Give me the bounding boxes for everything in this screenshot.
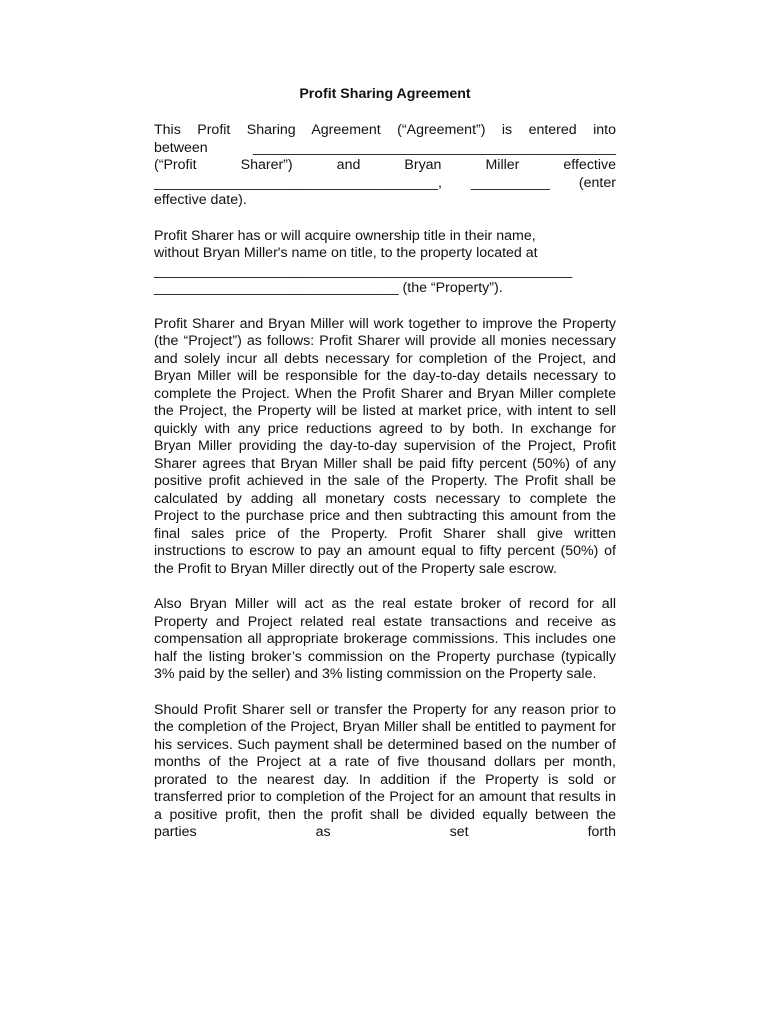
intro-paragraph (154, 122, 616, 210)
intro-line-5: effective date). (154, 192, 247, 208)
intro-line-3: (“Profit Sharer”) and Bryan Miller effective (154, 157, 616, 173)
broker-paragraph (154, 596, 616, 684)
transfer-paragraph (154, 702, 616, 842)
intro-line-4: ____________________________________, __________ (enter (154, 174, 616, 191)
ownership-line-2: without Bryan Miller's name on title, to the property located at (154, 245, 538, 261)
ownership-line-4: _______________________________ (the “Property”). (154, 280, 503, 296)
intro-line-2: between ______________________________________________ (154, 139, 616, 156)
project-paragraph (154, 316, 616, 579)
document-title: Profit Sharing Agreement (299, 86, 471, 102)
project-text: Profit Sharer and Bryan Miller will work together to improve the Property (the “Project”) as follows: Profit Sharer will provide all monies necessary and solely incur all debts necessary for completion of the Project, and Bryan Miller will be responsible for the day-to-day details necessary to complete the Project. When the Profit Sharer and Bryan Miller complete the Project, the Property will be listed at market price, with intent to sell quickly with any price reductions agreed to by both. In exchange for Bryan Miller providing the day-to-day supervision of the Project, Profit Sharer agrees that Bryan Miller shall be paid fifty percent (50%) of any positive profit achieved in the sale of the Property. The Profit shall be calculated by adding all monetary costs necessary to complete the Project to the purchase price and then subtracting this amount from the final sales price of the Property. Profit Sharer shall give written instructions to escrow to pay an amount equal to fifty percent (50%) of the Profit to Bryan Miller directly out of the Property sale escrow. (154, 315, 616, 577)
transfer-text: Should Profit Sharer sell or transfer the Property for any reason prior to the completion of the Project, Bryan Miller shall be entitled to payment for his services. Such payment shall be determined based on the number of months of the Project at a rate of five thousand dollars per month, prorated to the nearest day. In addition if the Property is sold or transferred prior to completion of the Project for an amount that results in a positive profit, then the profit shall be divided equally between the parties as set forth (154, 701, 616, 840)
intro-line-1: This Profit Sharing Agreement (“Agreement”) is entered into (154, 122, 616, 138)
ownership-line-1: Profit Sharer has or will acquire ownership title in their name, (154, 227, 536, 244)
document-page (154, 84, 616, 860)
broker-text: Also Bryan Miller will act as the real estate broker of record for all Property and Project related real estate transactions and receive as compensation all appropriate brokerage commissions. This includes one half the listing broker’s commission on the Property purchase (typically 3% paid by the seller) and 3% listing commission on the Property sale. (154, 596, 616, 682)
ownership-line-3: _____________________________________________________ (154, 262, 573, 279)
ownership-paragraph (154, 228, 616, 298)
